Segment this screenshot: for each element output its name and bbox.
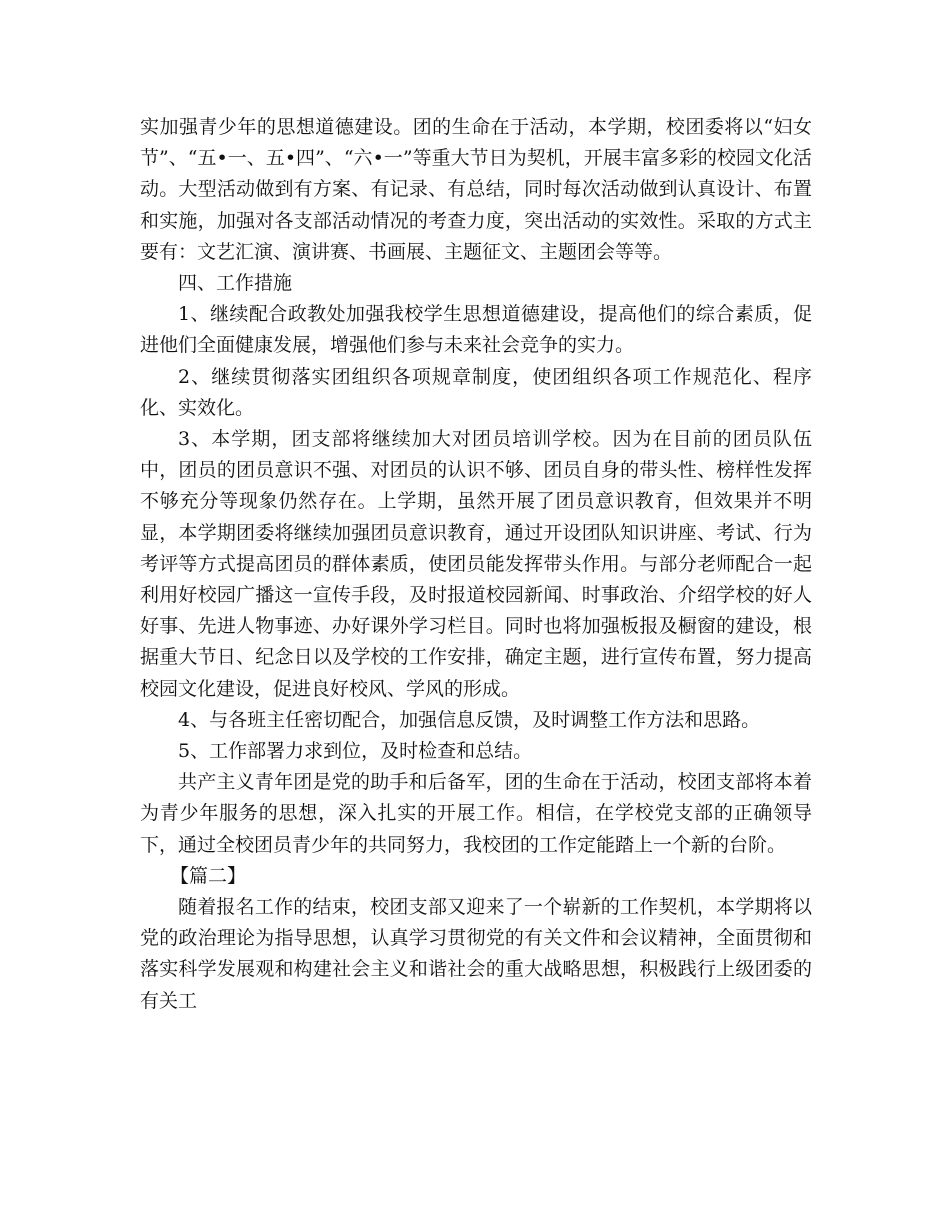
paragraph-measure-3: 3、本学期，团支部将继续加大对团员培训学校。因为在目前的团员队伍中，团员的团员意识不强、对团员的认识不够、团员自身的带头性、榜样性发挥不够充分等现象仍然存在。上学期，虽然开展了团员意识教育，但效果并不明显，本学期团委将继续加强团员意识教育，通过开设团队知识讲座、考试、行为考评等方式提高团员的群体素质，使团员能发挥带头作用。与部分老师配合一起利用好校园广播这一宣传手段，及时报道校园新闻、时事政治、介绍学校的好人好事、先进人物事迹、办好课外学习栏目。同时也将加强板报及橱窗的建设，根据重大节日、纪念日以及学校的工作安排，确定主题，进行宣传布置，努力提高校园文化建设，促进良好校风、学风的形成。: [140, 428, 812, 700]
paragraph-part-two-intro: 随着报名工作的结束，校团支部又迎来了一个崭新的工作契机，本学期将以党的政治理论为指导思想，认真学习贯彻党的有关文件和会议精神，全面贯彻和落实科学发展观和构建社会主义和谐社会的重大战略思想，积极践行上级团委的有关工: [140, 896, 812, 1012]
document-page: [140, 112, 812, 1017]
paragraph-conclusion: 共产主义青年团是党的助手和后备军，团的生命在于活动，校团支部将本着为青少年服务的思想，深入扎实的开展工作。相信，在学校党支部的正确领导下，通过全校团员青少年的共同努力，我校团的工作定能踏上一个新的台阶。: [140, 771, 812, 856]
heading-work-measures: 四、工作措施: [178, 272, 293, 295]
section-heading-part-two: 【篇二】: [170, 864, 247, 887]
paragraph-measure-1: 1、继续配合政教处加强我校学生思想道德建设，提高他们的综合素质，促进他们全面健康发展，增强他们参与未来社会竞争的实力。: [140, 303, 812, 357]
paragraph-measure-5: 5、工作部署力求到位，及时检查和总结。: [178, 740, 533, 763]
paragraph-measure-4: 4、与各班主任密切配合，加强信息反馈，及时调整工作方法和思路。: [178, 708, 761, 731]
paragraph-measure-2: 2、继续贯彻落实团组织各项规章制度，使团组织各项工作规范化、程序化、实效化。: [140, 365, 812, 419]
paragraph-1: 实加强青少年的思想道德建设。团的生命在于活动，本学期，校团委将以“妇女节”、“五•一、五•四”、“六•一”等重大节日为契机，开展丰富多彩的校园文化活动。大型活动做到有方案、有记录、有总结，同时每次活动做到认真设计、布置和实施，加强对各支部活动情况的考查力度，突出活动的实效性。采取的方式主要有：文艺汇演、演讲赛、书画展、主题征文、主题团会等等。: [140, 116, 812, 263]
